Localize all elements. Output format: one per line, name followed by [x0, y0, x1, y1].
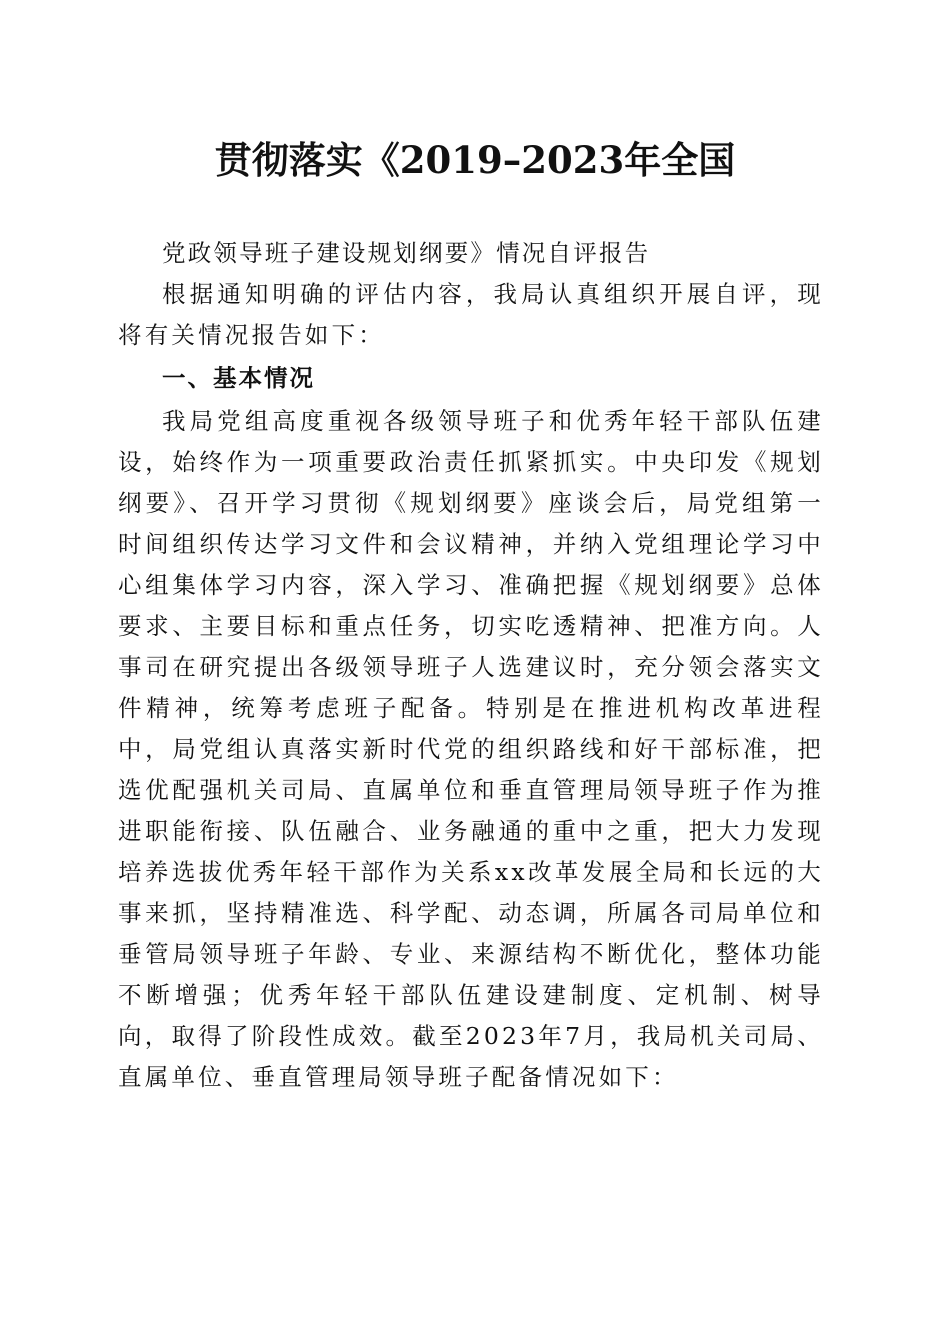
document-subtitle: 党政领导班子建设规划纲要》情况自评报告	[162, 239, 651, 267]
document-body	[118, 233, 824, 1098]
section-heading: 一、基本情况	[162, 364, 315, 392]
intro-paragraph: 根据通知明确的评估内容，我局认真组织开展自评，现将有关情况报告如下：	[118, 280, 824, 349]
document-title: 贯彻落实《2019–2023年全国	[214, 138, 736, 182]
section-paragraph: 我局党组高度重视各级领导班子和优秀年轻干部队伍建设，始终作为一项重要政治责任抓紧抓实。中央印发《规划纲要》、召开学习贯彻《规划纲要》座谈会后，局党组第一时间组织传达学习文件和会议精神，并纳入党组理论学习中心组集体学习内容，深入学习、准确把握《规划纲要》总体要求、主要目标和重点任务，切实吃透精神、把准方向。人事司在研究提出各级领导班子人选建议时，充分领会落实文件精神，统筹考虑班子配备。特别是在推进机构改革进程中，局党组认真落实新时代党的组织路线和好干部标准，把选优配强机关司局、直属单位和垂直管理局领导班子作为推进职能衔接、队伍融合、业务融通的重中之重，把大力发现培养选拔优秀年轻干部作为关系xx改革发展全局和长远的大事来抓，坚持精准选、科学配、动态调，所属各司局单位和垂管局领导班子年龄、专业、来源结构不断优化，整体功能不断增强；优秀年轻干部队伍建设建制度、定机制、树导向，取得了阶段性成效。截至2023年7月，我局机关司局、直属单位、垂直管理局领导班子配备情况如下：	[118, 407, 824, 1091]
